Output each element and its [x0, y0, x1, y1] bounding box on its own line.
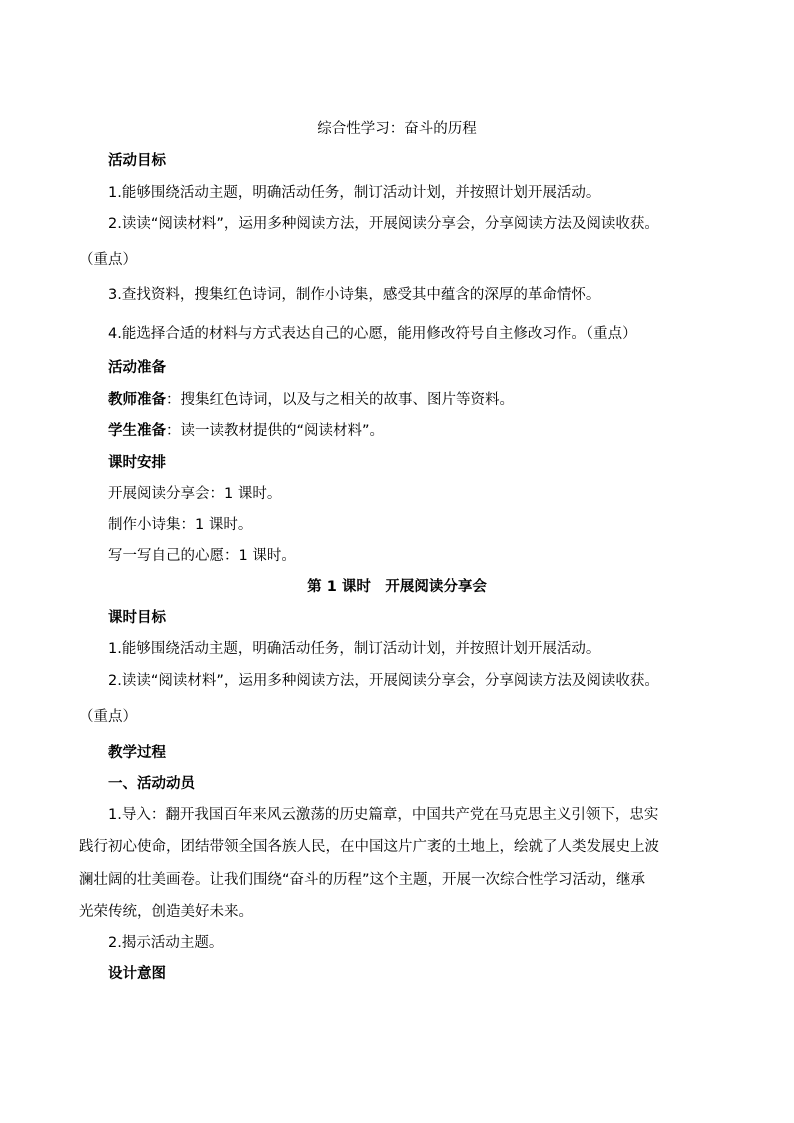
teacher-prep-label: 教师准备: [108, 392, 166, 408]
schedule-heading: 课时安排: [108, 455, 166, 471]
document-title: 综合性学习：奋斗的历程: [317, 121, 477, 137]
teacher-prep-text: ：搜集红色诗词，以及与之相关的故事、图片等资料。: [166, 392, 514, 408]
schedule-item-1: 开展阅读分享会：1 课时。: [108, 486, 282, 502]
student-prep-label: 学生准备: [108, 423, 166, 439]
lesson-goals-heading: 课时目标: [108, 610, 166, 626]
prep-heading: 活动准备: [108, 360, 166, 376]
goal-item-3: 3.查找资料，搜集红色诗词，制作小诗集，感受其中蕴含的深厚的革命情怀。: [108, 287, 601, 303]
lesson-goal-item-1: 1.能够围绕活动主题，明确活动任务，制订活动计划，并按照计划开展活动。: [108, 641, 601, 657]
goal-item-2-emphasis: （重点）: [79, 252, 137, 268]
lesson-goal-item-2-emphasis: （重点）: [79, 709, 137, 725]
step-2: 2.揭示活动主题。: [108, 935, 224, 951]
schedule-item-2: 制作小诗集：1 课时。: [108, 517, 253, 533]
goal-item-2: 2.读读“阅读材料”，运用多种阅读方法，开展阅读分享会，分享阅读方法及阅读收获。: [108, 216, 659, 232]
goal-item-4: 4.能选择合适的材料与方式表达自己的心愿，能用修改符号自主修改习作。（重点）: [108, 326, 637, 342]
intro-line-3: 澜壮阔的壮美画卷。让我们围绕“奋斗的历程”这个主题，开展一次综合性学习活动，继承: [79, 872, 646, 888]
process-heading: 教学过程: [108, 745, 166, 761]
schedule-item-3: 写一写自己的心愿：1 课时。: [108, 548, 296, 564]
goals-heading: 活动目标: [108, 153, 166, 169]
student-prep: [108, 421, 384, 441]
student-prep-text: ：读一读教材提供的“阅读材料”。: [166, 423, 385, 439]
part1-heading: 一、活动动员: [108, 776, 195, 792]
teacher-prep: [108, 390, 514, 410]
intro-line-1: 1.导入：翻开我国百年来风云激荡的历史篇章，中国共产党在马克思主义引领下，忠实: [108, 807, 659, 823]
design-heading: 设计意图: [108, 966, 166, 982]
intro-line-2: 践行初心使命，团结带领全国各族人民，在中国这片广袤的土地上，绘就了人类发展史上波: [79, 839, 659, 855]
lesson1-title: 第 1 课时 开展阅读分享会: [307, 579, 487, 595]
intro-line-4: 光荣传统，创造美好未来。: [79, 904, 253, 920]
goal-item-1: 1.能够围绕活动主题，明确活动任务，制订活动计划，并按照计划开展活动。: [108, 185, 601, 201]
lesson-goal-item-2: 2.读读“阅读材料”，运用多种阅读方法，开展阅读分享会，分享阅读方法及阅读收获。: [108, 673, 659, 689]
